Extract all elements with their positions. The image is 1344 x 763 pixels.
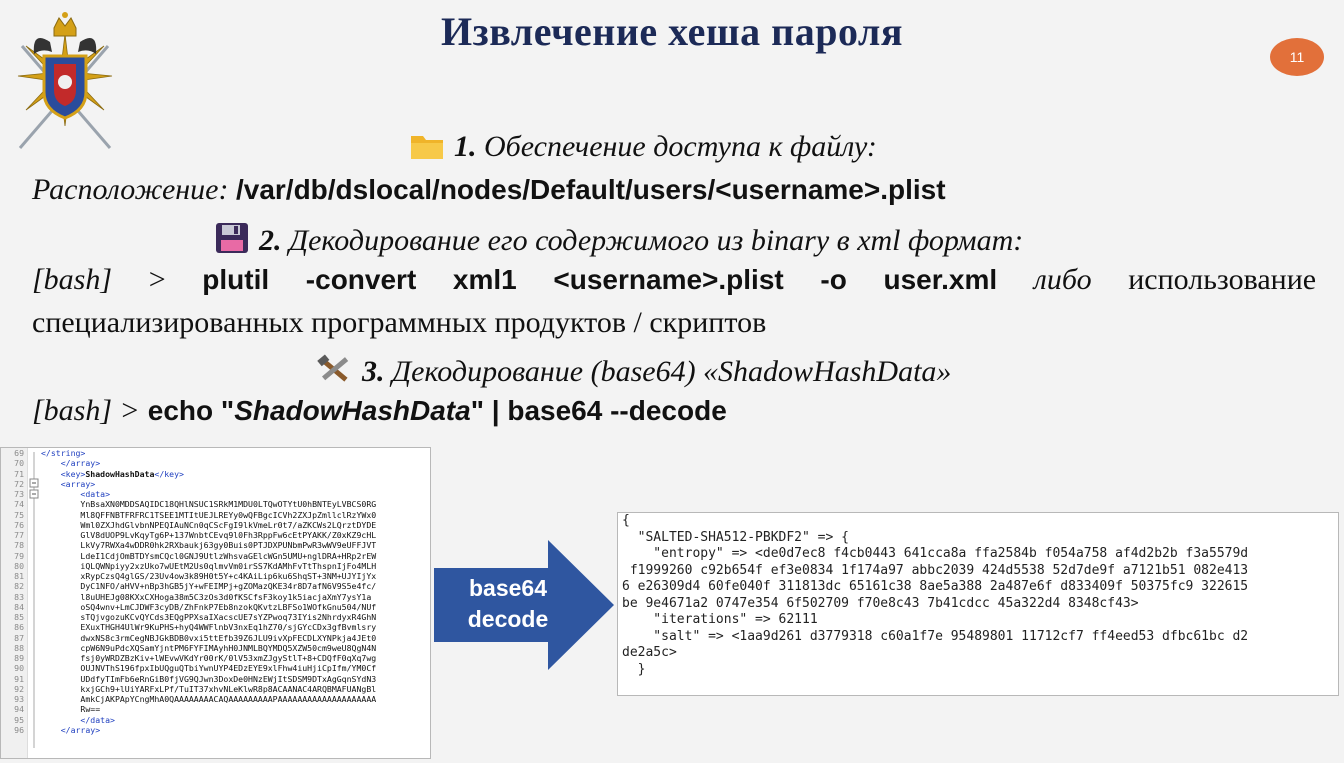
either-word: либо bbox=[1033, 263, 1092, 296]
code-line: LkVy7RWXa4wDDR0hk2RXbaukj63gy0Buis0PTJDXPUNbmPwR3wWV9eUFFJVT bbox=[41, 540, 377, 551]
line-number: 80 bbox=[14, 560, 24, 571]
code-line: iQLQWNpiyy2xzUko7wUEtM2Us0qlmvVm0irSS7KdAMhFvTtThspnIjFo4MLH bbox=[41, 560, 377, 571]
output-line: "entropy" => <de0d7ec8 f4cb0443 641cca8a ffa2584b f054a758 af4d2b2b f3a5579d bbox=[622, 546, 1249, 561]
cmd-word: plutil bbox=[202, 264, 270, 295]
decoded-output-view bbox=[617, 512, 1339, 696]
code-line: sTQjvgozuKCvQYCds3EQgPPXsaIXacscUE7sYZPwoq73IYis2NhrdyxR4GhN bbox=[41, 612, 377, 622]
line-number: 93 bbox=[14, 694, 24, 704]
step3-heading: Декодирование (base64) «ShadowHashData» bbox=[392, 355, 952, 388]
code-line: OUJNVThS196fpxIbUQguQTbiYwnUYP4EDzEYE9xlFhw4iuHjiCpIfm/YM0Cf bbox=[41, 663, 377, 674]
line-number: 96 bbox=[14, 724, 24, 735]
line-number: 75 bbox=[14, 509, 24, 520]
line-number: 85 bbox=[14, 612, 24, 622]
output-line: be 9e4671a2 0747e354 6f502709 f70e8c43 7b41cdcc 45a322d4 8348cf43> bbox=[622, 595, 1139, 611]
line-number-gutter bbox=[1, 448, 28, 758]
location-path: /var/db/dslocal/nodes/Default/users/<username>.plist bbox=[235, 174, 946, 205]
output-line: } bbox=[622, 661, 646, 677]
slide-title: Извлечение хеша пароля bbox=[441, 9, 903, 54]
echo-cmd: echo " bbox=[147, 395, 235, 426]
code-line: fsj0yWRDZBzKiv+lWEvwVKdYr00rK/0lV53xmZJgyStlT+8+CDQfF0qXq7wg bbox=[41, 653, 377, 663]
line-number: 78 bbox=[14, 540, 24, 551]
fold-markers bbox=[29, 448, 39, 758]
line-number: 73 bbox=[14, 489, 24, 499]
line-number: 90 bbox=[14, 663, 24, 674]
bash-prompt: [bash] bbox=[32, 263, 113, 296]
code-line: Rw== bbox=[41, 704, 101, 715]
base64-command-line bbox=[32, 394, 727, 428]
line-number: 70 bbox=[14, 458, 24, 469]
line-number: 74 bbox=[14, 499, 24, 510]
arrow-label bbox=[452, 573, 564, 635]
arrow-label-line2: decode bbox=[467, 606, 549, 632]
cmd-word: -o bbox=[820, 264, 847, 295]
line-number: 84 bbox=[14, 601, 24, 612]
code-line: </data> bbox=[41, 714, 115, 725]
output-line: 6 e26309d4 60fe040f 311813dc 65161c38 8ae5a388 2a487e6f d833409f 50375fc9 322615 bbox=[622, 579, 1249, 594]
code-line: cpW6N9uPdcXQSamYjntPM6FYFIMAyhH0JNMLBQYMDQ5XZW50cm9weU8QgN4N bbox=[41, 642, 377, 653]
plutil-command-line bbox=[32, 263, 1316, 297]
step3-heading-line bbox=[316, 353, 951, 393]
line-number: 79 bbox=[14, 550, 24, 561]
folder-icon bbox=[410, 132, 444, 168]
line-number: 86 bbox=[14, 622, 24, 633]
shadowhashdata-arg: ShadowHashData bbox=[234, 395, 471, 426]
output-line: { bbox=[622, 513, 630, 528]
code-line: oSQ4wnv+LmCJDWF3cyDB/ZhFnkP7Eb8nzokQKvtzLBFSo1WOfkGnu504/NUf bbox=[41, 601, 377, 612]
cmd-word: <username>.plist bbox=[553, 264, 784, 295]
output-line: f1999260 c92b654f ef3e0834 1f174a97 abbc2039 424d5538 52d7de9f a7121b51 082e413 bbox=[622, 562, 1249, 578]
code-line: </string> bbox=[41, 448, 86, 458]
code-line: GlV8dUOP9LvKqyTg6P+137WnbtCEvq9l0Fh3RppFw6cEtPYAKK/Z0xKZ9cHL bbox=[41, 530, 377, 540]
line-number: 72 bbox=[14, 478, 24, 489]
alt-tools-line: специализированных программных продуктов / скриптов bbox=[32, 306, 767, 339]
line-number: 69 bbox=[14, 448, 24, 458]
code-line: YnBsaXN0MDDSAQIDC18QHlNSUC1SRkM1MDU0LTQwOTYtU0hBNTEyLVBCS0RG bbox=[41, 499, 377, 510]
step2-heading-line bbox=[215, 222, 1023, 262]
step1-heading-line bbox=[410, 130, 877, 168]
code-line: <key>ShadowHashData</key> bbox=[60, 468, 184, 479]
location-label: Расположение: bbox=[32, 173, 229, 206]
step2-number: 2. bbox=[259, 224, 282, 257]
code-lines bbox=[41, 448, 430, 735]
output-line: de2a5c> bbox=[622, 645, 677, 660]
code-line: DyC1NFO/aHVV+nBp3hGB5jY+wFEIMPj+gZOMazQKE34r8D7afN6V9S5e4fc/ bbox=[41, 581, 377, 592]
line-number: 76 bbox=[14, 519, 24, 530]
code-line: Ml8QFFNBTFRFRC1TSEE1MTItUEJLREYy0wQFBgcICVh2ZXJpZmllclRzYWx0 bbox=[41, 509, 377, 520]
code-line: </array> bbox=[41, 724, 101, 735]
step1-heading: Обеспечение доступа к файлу: bbox=[484, 130, 877, 163]
line-number: 94 bbox=[14, 704, 24, 715]
cmd-word: user.xml bbox=[883, 264, 998, 295]
bash-prompt-2: [bash] > bbox=[32, 394, 140, 427]
output-line: "iterations" => 62111 bbox=[622, 612, 818, 627]
code-line: UDdfyTImFb6eRnGiB0fjVG9QJwn3DoxDe0HNzEWjItSDSM9DTxAgGqnSYdN3 bbox=[41, 673, 377, 684]
alt-word: использование bbox=[1128, 263, 1317, 296]
cmd-word: xml1 bbox=[452, 264, 517, 295]
step3-number: 3. bbox=[362, 355, 385, 388]
decode-cmd-tail: " | base64 --decode bbox=[470, 395, 727, 426]
line-number: 82 bbox=[14, 581, 24, 592]
line-number: 92 bbox=[14, 683, 24, 694]
code-line: AmkCjAKPApYCngMhA0QAAAAAAAACAQAAAAAAAAAPAAAAAAAAAAAAAAAAAAAA bbox=[41, 694, 377, 704]
code-line: Wml0ZXJhdGlvbnNPEQIAuNCn0qCScFgI9lkVmeLr0t7/aZKCWs2LQrztDYDE bbox=[41, 519, 377, 530]
line-number: 77 bbox=[14, 530, 24, 540]
arrow-label-line1: base64 bbox=[468, 575, 547, 601]
code-line: LdeI1CdjOmBTDYsmCQcl0GNJ9UtlzWhsvaGElcWGn5UMU+nglDRA+HRp2rEW bbox=[41, 550, 377, 561]
line-number: 91 bbox=[14, 673, 24, 684]
line-number: 87 bbox=[14, 632, 24, 643]
output-line: "SALTED-SHA512-PBKDF2" => { bbox=[622, 529, 849, 545]
code-line: </array> bbox=[41, 458, 101, 469]
line-number: 95 bbox=[14, 714, 24, 725]
tools-icon bbox=[316, 353, 352, 393]
line-number: 81 bbox=[14, 571, 24, 581]
line-number: 83 bbox=[14, 591, 24, 602]
code-line: dwxNS8c3rmCegNBJGkBDB0vxi5ttEfb39Z6JLU9ivXpFECDLXYNPkja4JEt0 bbox=[41, 632, 377, 643]
code-line: l8uUHEJg08KXxCXHoga38m5C3zOs3d0fKSCfsF3koy1k5iacjaXmY7ysY1a bbox=[41, 591, 372, 602]
line-number: 71 bbox=[14, 468, 24, 479]
location-line bbox=[32, 173, 946, 207]
step1-number: 1. bbox=[454, 130, 477, 163]
prompt-gt: > bbox=[148, 263, 166, 296]
code-line: kxjGCh9+lUiYARFxLPf/TuIT37xhvNLeKlwR8p8ACAANAC4ARQBMAFUANgBl bbox=[41, 683, 377, 694]
line-number: 89 bbox=[14, 653, 24, 663]
code-line: <array> bbox=[41, 478, 96, 489]
line-number: 88 bbox=[14, 642, 24, 653]
code-line: EXuxTHGH4UlWr9KuPHS+hyQ4WWFlnbV3nxEq1hZ70/sjGYcCDx3gfBvmlsry bbox=[41, 622, 377, 633]
plist-code-view bbox=[0, 447, 431, 759]
step2-heading: Декодирование его содержимого из binary в xml формат: bbox=[289, 224, 1024, 257]
code-line: <data> bbox=[41, 489, 111, 499]
page-number-badge: 11 bbox=[1270, 38, 1324, 76]
floppy-disk-icon bbox=[215, 222, 249, 262]
cmd-word: -convert bbox=[305, 264, 417, 295]
output-line: "salt" => <1aa9d261 d3779318 c60a1f7e 95489801 11712cf7 ff4eed53 dfbc61bc d2 bbox=[622, 628, 1249, 644]
code-line: xRypCzsQ4glGS/23Uv4ow3k89H0t5Y+c4KAiLip6ku6ShqST+3NM+UJYIjYx bbox=[41, 571, 377, 581]
